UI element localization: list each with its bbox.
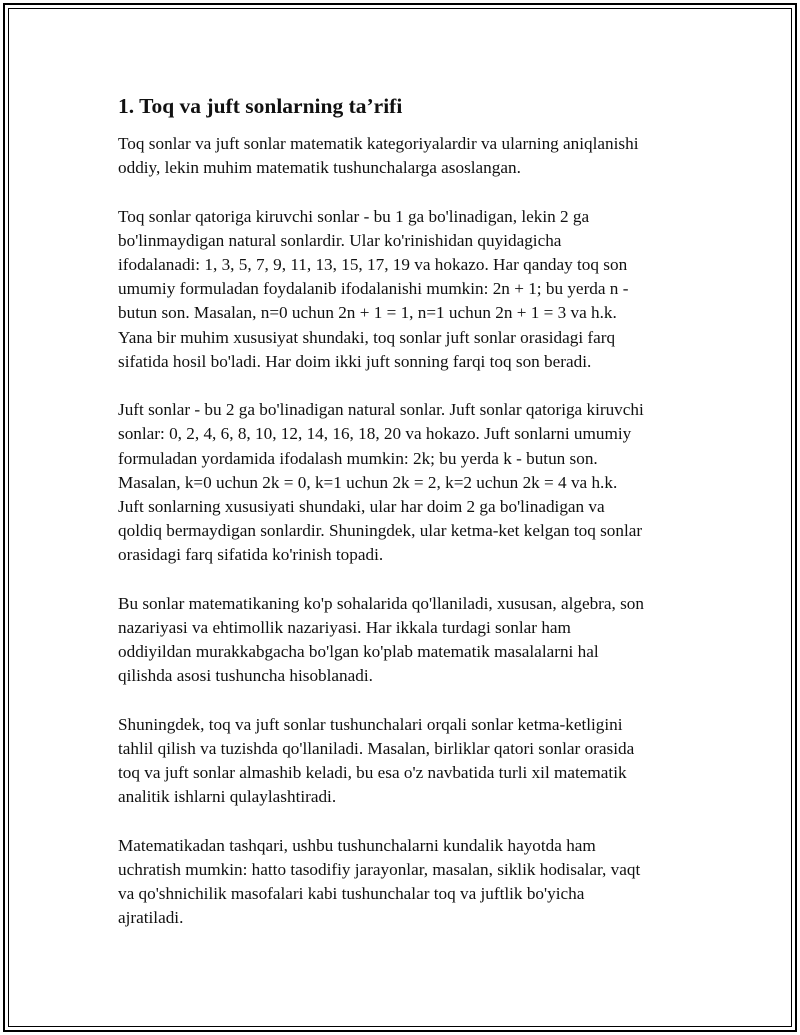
document-body [118,92,690,955]
paragraph-applications: Bu sonlar matematikaning ko'p sohalarida qo'llaniladi, xususan, algebra, son nazariyasi va ehtimollik nazariyasi. Har ikkala turdagi sonlar ham oddiyildan murakkabgacha bo'lgan ko'plab matematik masalalarni hal qilishda asosi tushuncha hisoblanadi. [118,593,644,686]
paragraph-odd-numbers: Toq sonlar qatoriga kiruvchi sonlar - bu 1 ga bo'linadigan, lekin 2 ga bo'linmaydigan natural sonlardir. Ular ko'rinishidan quyidagicha ifodalanadi: 1, 3, 5, 7, 9, 11, 13, 15, 17, 19 va hokazo. Har qanday toq son umumiy formuladan foydalanib ifodalanishi mumkin: 2n + 1; bu yerda n - butun son. Masalan, n=0 uchun 2n + 1 = 1, n=1 uchun 2n + 1 = 3 va h.k. Yana bir muhim xususiyat shundaki, toq sonlar juft sonlar orasidagi farq sifatida hosil bo'ladi. Har doim ikki juft sonning farqi toq son beradi. [118,206,629,371]
paragraph-sequences: Shuningdek, toq va juft sonlar tushunchalari orqali sonlar ketma-ketligini tahlil qilish va tuzishda qo'llaniladi. Masalan, birliklar qatori sonlar orasida toq va juft sonlar almashib keladi, bu esa o'z navbatida turli xil matematik analitik ishlarni qulaylashtiradi. [118,714,635,807]
paragraph-intro: Toq sonlar va juft sonlar matematik kategoriyalardir va ularning aniqlanishi oddiy, lekin muhim matematik tushunchalarga asoslangan. [118,134,639,178]
paragraph-even-numbers: Juft sonlar - bu 2 ga bo'linadigan natural sonlar. Juft sonlar qatoriga kiruvchi sonlar: 0, 2, 4, 6, 8, 10, 12, 14, 16, 18, 20 va hokazo. Juft sonlarni umumiy formuladan yordamida ifodalash mumkin: 2k; bu yerda k - butun son. Masalan, k=0 uchun 2k = 0, k=1 uchun 2k = 2, k=2 uchun 2k = 4 va h.k. Juft sonlarning xususiyati shundaki, ular har doim 2 ga bo'linadigan va qoldiq bermaydigan sonlardir. Shuningdek, ular ketma-ket kelgan toq sonlar orasidagi farq sifatida ko'rinish topadi. [118,400,644,565]
paragraph-everyday-life: Matematikadan tashqari, ushbu tushunchalarni kundalik hayotda ham uchratish mumkin: hatto tasodifiy jarayonlar, masalan, siklik hodisalar, vaqt va qo'shnichilik masofalari kabi tushunchalar toq va juftlik bo'yicha ajratiladi. [118,835,641,928]
section-heading: 1. Toq va juft sonlarning ta’rifi [118,94,403,118]
